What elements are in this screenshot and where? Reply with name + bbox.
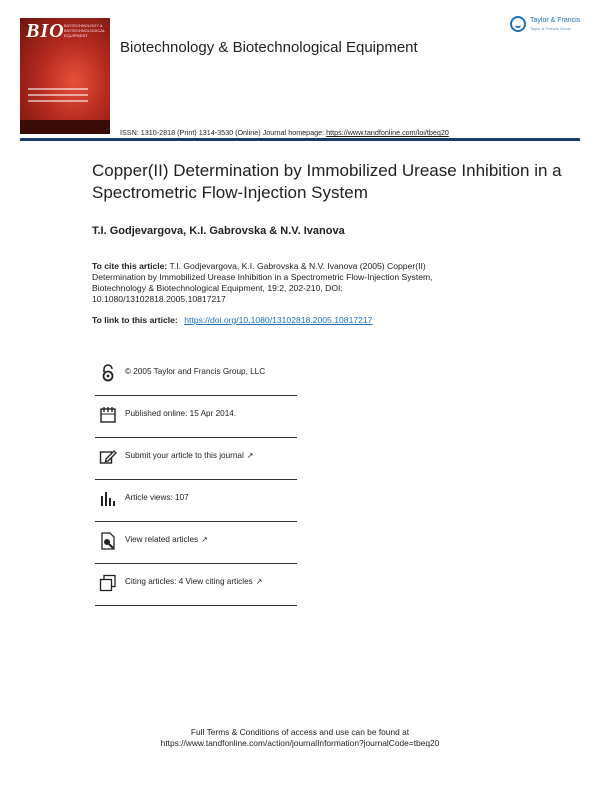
list-item [95, 480, 297, 522]
publisher-tagline: Taylor & Francis Group [530, 26, 571, 31]
open-access-icon [99, 364, 117, 382]
article-title: Copper(II) Determination by Immobilized Urease Inhibition in a Spectrometric Flow-Injection System [92, 161, 562, 202]
citing-articles-label: Citing articles: 4 View citing articles [125, 577, 253, 586]
link-label: To link to this article: [92, 315, 178, 325]
list-item [95, 354, 297, 396]
citing-articles-link[interactable] [125, 577, 262, 586]
bar-chart-icon [99, 490, 117, 508]
edit-icon [99, 448, 117, 466]
footer-line-1: Full Terms & Conditions of access and use can be found at [190, 727, 410, 737]
cite-label: To cite this article: [92, 261, 168, 271]
journal-title: Biotechnology & Biotechnological Equipment [120, 39, 418, 56]
list-item[interactable] [95, 564, 297, 606]
list-item[interactable] [95, 438, 297, 480]
journal-cover-image [20, 18, 110, 134]
list-item [95, 396, 297, 438]
related-articles-link[interactable] [125, 535, 208, 544]
publisher-logo[interactable] [510, 14, 586, 38]
cover-decoration [28, 88, 88, 106]
external-link-icon: ↗ [201, 535, 208, 544]
issn-text: ISSN: 1310-2818 (Print) 1314-3530 (Online) Journal homepage: [120, 128, 325, 137]
cover-brand: BIO [26, 20, 65, 42]
doi-link[interactable]: https://doi.org/10.1080/13102818.2005.10817217 [184, 315, 373, 325]
related-articles-label: View related articles [125, 535, 199, 544]
citation-block [92, 261, 462, 305]
article-info-list [95, 354, 297, 606]
external-link-icon: ↗ [246, 451, 254, 460]
footer-terms-link[interactable]: https://www.tandfonline.com/action/journalInformation?journalCode=tbeq20 [160, 738, 440, 748]
published-date: Published online: 15 Apr 2014. [125, 409, 237, 418]
cover-footer-band [20, 120, 110, 134]
cover-subtitle: BIOTECHNOLOGY & BIOTECHNOLOGICAL EQUIPMENT [64, 23, 105, 38]
article-views: Article views: 107 [125, 493, 189, 502]
issn-line [120, 128, 449, 137]
list-item[interactable] [95, 522, 297, 564]
terms-footer [0, 727, 600, 749]
cite-text: T.I. Godjevargova, K.I. Gabrovska & N.V. Ivanova (2005) Copper(II) Determination by Immobilized Urease Inhibition in a Spectrometric Flow-Injection System, Biotechnology & Biotechnological Equipment, 19:2, 202-210, DOI: 10.1080/13102818.2005.10817217 [92, 261, 433, 304]
journal-homepage-link[interactable]: https://www.tandfonline.com/loi/tbeq20 [326, 128, 449, 137]
search-document-icon [99, 532, 117, 550]
taylor-francis-logo-icon [510, 16, 526, 32]
calendar-icon [99, 406, 117, 424]
article-link-line [92, 315, 372, 325]
copyright-text: © 2005 Taylor and Francis Group, LLC [125, 367, 266, 376]
citing-icon [99, 574, 117, 592]
authors: T.I. Godjevargova, K.I. Gabrovska & N.V. Ivanova [92, 225, 345, 237]
submit-article-label: Submit your article to this journal [125, 451, 244, 460]
header-divider [20, 138, 580, 141]
submit-article-link[interactable] [125, 451, 253, 460]
publisher-name: Taylor & Francis [530, 17, 581, 24]
external-link-icon: ↗ [255, 577, 263, 586]
